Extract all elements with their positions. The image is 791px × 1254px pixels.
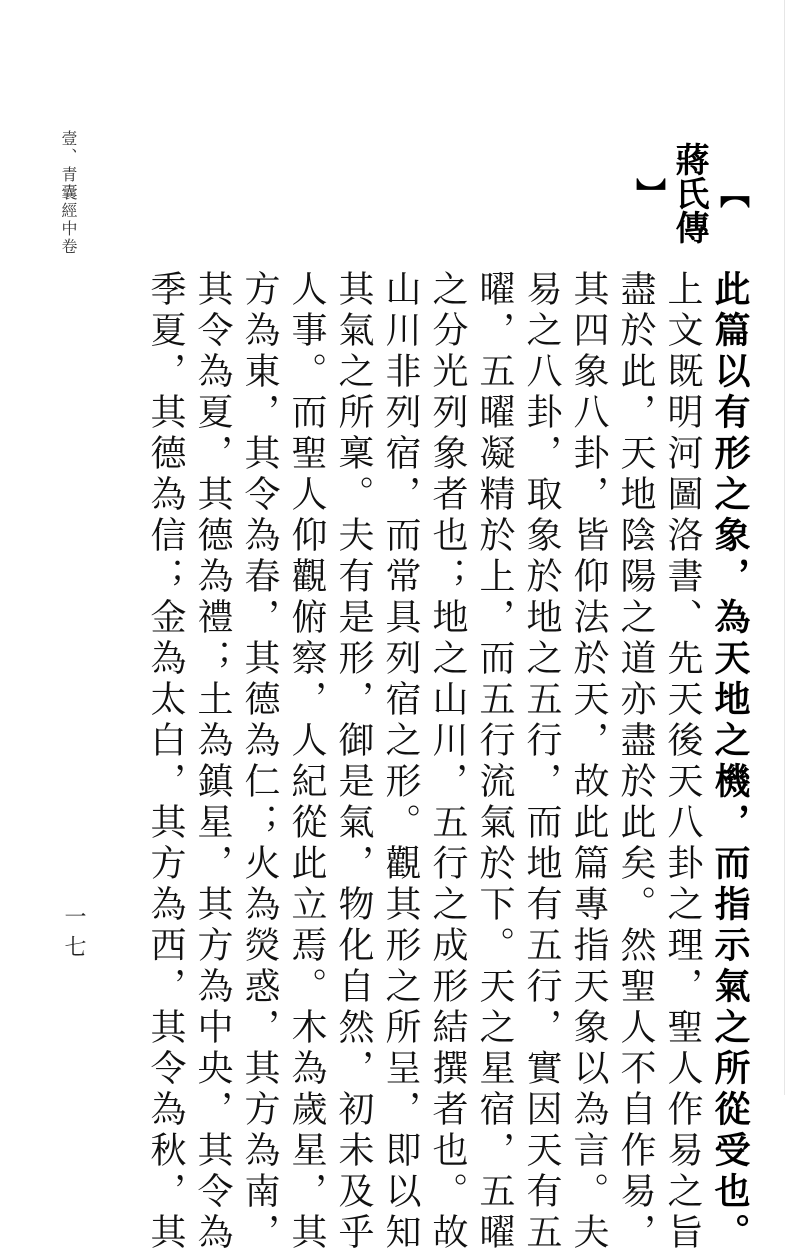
section-bracket-close: 】 — [630, 178, 665, 208]
text-column: 之分光列象者也；地之山川，五行之成形結撰者也。故 — [427, 270, 468, 1254]
text-column: 季夏，其德為信；金為太白，其方為西，其令為秋，其 — [145, 270, 186, 1254]
section-label — [630, 128, 752, 258]
main-text — [142, 270, 753, 1254]
text-column: 其氣之所稟。夫有是形，御是氣，物化自然，初未及乎 — [333, 270, 374, 1254]
text-column: 其令為夏，其德為禮；土為鎮星，其方為中央，其令為 — [192, 270, 233, 1254]
text-column: 盡於此，天地陰陽之道亦盡於此矣。然聖人不自作易， — [615, 270, 656, 1254]
text-column: 山川非列宿，而常具列宿之形。觀其形之所呈，即以知 — [380, 270, 421, 1254]
text-column: 此篇以有形之象，為天地之機，而指示氣之所從受也。 — [709, 270, 751, 1254]
text-column: 易之八卦，取象於地之五行，而地有五行，實因天有五 — [521, 270, 562, 1254]
text-column: 方為東，其令為春，其德為仁；火為熒惑，其方為南， — [239, 270, 280, 1254]
text-column: 其四象八卦，皆仰法於天，故此篇專指天象以為言。夫 — [568, 270, 609, 1254]
section-bracket-open: 【 — [714, 178, 749, 208]
page-number: 一七 — [61, 905, 86, 965]
text-column: 上文既明河圖洛書、先天後天八卦之理，聖人作易之旨 — [662, 270, 703, 1254]
text-column: 人事。而聖人仰觀俯察，人紀從此立焉。木為歲星，其 — [286, 270, 327, 1254]
running-head: 壹、青囊經中卷 — [59, 130, 78, 256]
text-column: 曜，五曜凝精於上，而五行流氣於下。天之星宿，五曜 — [474, 270, 515, 1254]
scan-edge-line — [784, 0, 785, 1095]
section-label-text: 蔣氏傳 — [669, 142, 709, 244]
